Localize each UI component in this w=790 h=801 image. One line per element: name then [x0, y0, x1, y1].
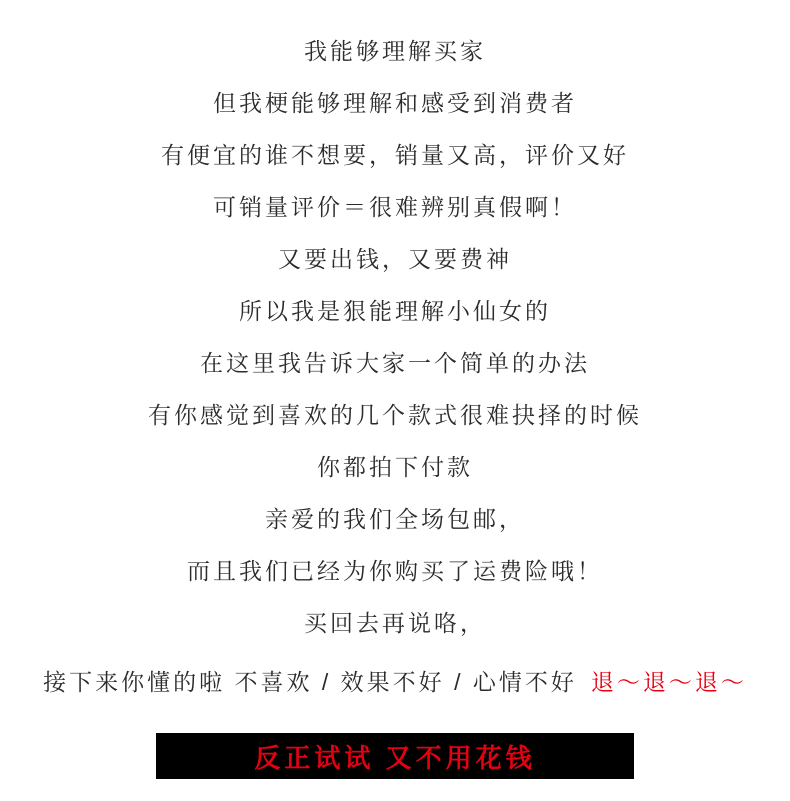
text-line-13-dark-segment: 接下来你懂的啦 不喜欢 / 效果不好 / 心情不好	[43, 669, 577, 695]
text-line-11: 而且我们已经为你购买了运费险哦！	[187, 558, 603, 584]
text-line-10: 亲爱的我们全场包邮，	[265, 506, 525, 532]
text-line-4: 可销量评价＝很难辨别真假啊！	[213, 194, 577, 220]
highlight-banner	[156, 733, 634, 779]
text-line-13-mixed	[0, 664, 790, 697]
text-line-9: 你都拍下付款	[317, 454, 473, 480]
text-line-12: 买回去再说咯，	[304, 610, 486, 636]
text-line-1: 我能够理解买家	[304, 38, 486, 64]
text-line-2: 但我梗能够理解和感受到消费者	[213, 90, 577, 116]
text-line-3: 有便宜的谁不想要，销量又高，评价又好	[161, 142, 629, 168]
highlight-banner-text: 反正试试 又不用花钱	[254, 742, 536, 773]
text-line-7: 在这里我告诉大家一个简单的办法	[200, 350, 590, 376]
text-line-6: 所以我是狠能理解小仙女的	[239, 298, 551, 324]
text-line-5: 又要出钱，又要费神	[278, 246, 512, 272]
text-line-8: 有你感觉到喜欢的几个款式很难抉择的时候	[148, 402, 642, 428]
text-line-13-red-segment: 退～退～退～	[590, 669, 747, 695]
